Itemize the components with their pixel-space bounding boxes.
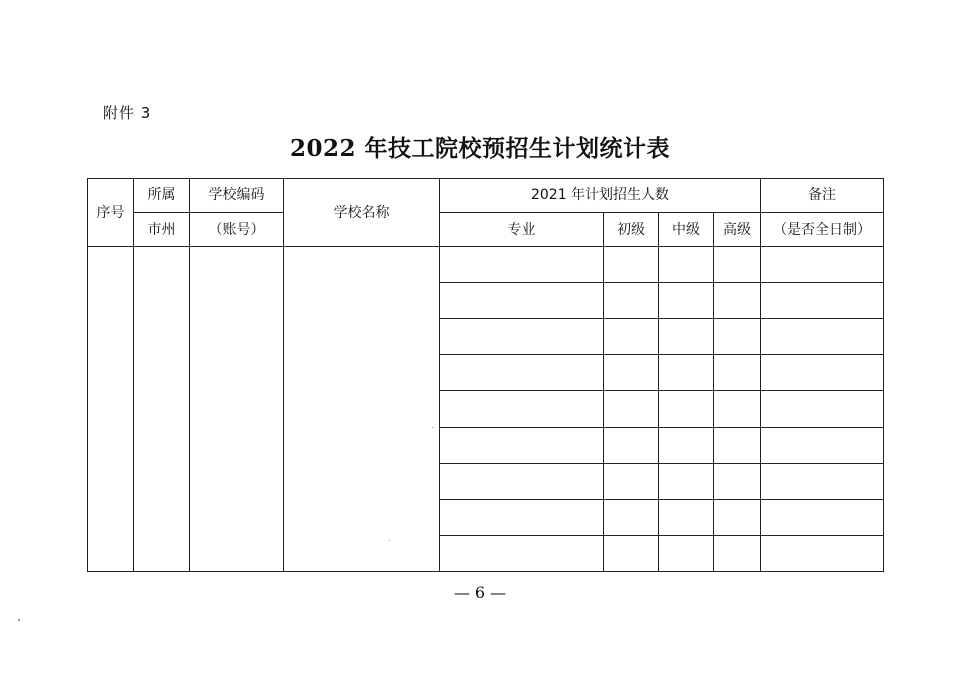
cell-code <box>190 247 284 572</box>
header-code-line1: 学校编码 <box>190 179 284 213</box>
cell-senior <box>714 391 761 427</box>
cell-remarks <box>761 355 884 391</box>
cell-remarks <box>761 391 884 427</box>
cell-junior <box>604 283 659 319</box>
cell-major <box>440 463 604 499</box>
cell-senior <box>714 283 761 319</box>
cell-junior <box>604 247 659 283</box>
cell-remarks <box>761 247 884 283</box>
cell-major <box>440 427 604 463</box>
page-number: — 6 — <box>453 583 507 602</box>
cell-junior <box>604 427 659 463</box>
cell-senior <box>714 355 761 391</box>
scan-speck <box>432 427 433 428</box>
cell-major <box>440 355 604 391</box>
cell-remarks <box>761 535 884 571</box>
cell-intermediate <box>659 391 714 427</box>
cell-major <box>440 391 604 427</box>
cell-remarks <box>761 283 884 319</box>
cell-remarks <box>761 427 884 463</box>
cell-intermediate <box>659 319 714 355</box>
cell-remarks <box>761 463 884 499</box>
cell-remarks <box>761 319 884 355</box>
cell-intermediate <box>659 247 714 283</box>
header-plan-group: 2021 年计划招生人数 <box>440 179 761 213</box>
header-city-line2: 市州 <box>134 213 190 247</box>
cell-senior <box>714 463 761 499</box>
cell-major <box>440 319 604 355</box>
cell-junior <box>604 355 659 391</box>
header-school-name: 学校名称 <box>284 179 440 247</box>
header-junior: 初级 <box>604 213 659 247</box>
cell-junior <box>604 463 659 499</box>
cell-intermediate <box>659 283 714 319</box>
header-seq: 序号 <box>88 179 134 247</box>
header-city-line1: 所属 <box>134 179 190 213</box>
page-title: 2022 年技工院校预招生计划统计表 <box>289 135 671 162</box>
cell-major <box>440 535 604 571</box>
cell-remarks <box>761 499 884 535</box>
cell-intermediate <box>659 355 714 391</box>
header-row-1 <box>88 179 884 213</box>
cell-senior <box>714 319 761 355</box>
cell-school-name <box>284 247 440 572</box>
header-row-2 <box>88 213 884 247</box>
cell-junior <box>604 535 659 571</box>
scan-speck <box>389 540 390 541</box>
header-major: 专业 <box>440 213 604 247</box>
cell-senior <box>714 427 761 463</box>
scan-speck <box>18 619 20 621</box>
cell-junior <box>604 319 659 355</box>
header-intermediate: 中级 <box>659 213 714 247</box>
header-remarks-line2: （是否全日制） <box>761 213 884 247</box>
cell-major <box>440 499 604 535</box>
cell-major <box>440 247 604 283</box>
statistics-table <box>87 178 884 572</box>
cell-intermediate <box>659 499 714 535</box>
cell-major <box>440 283 604 319</box>
cell-senior <box>714 499 761 535</box>
attachment-label: 附件 3 <box>103 104 152 122</box>
cell-city <box>134 247 190 572</box>
cell-senior <box>714 247 761 283</box>
cell-seq <box>88 247 134 572</box>
table-row <box>88 247 884 283</box>
cell-senior <box>714 535 761 571</box>
header-senior: 高级 <box>714 213 761 247</box>
cell-junior <box>604 499 659 535</box>
header-code-line2: （账号） <box>190 213 284 247</box>
header-remarks-line1: 备注 <box>761 179 884 213</box>
cell-intermediate <box>659 427 714 463</box>
cell-junior <box>604 391 659 427</box>
cell-intermediate <box>659 463 714 499</box>
statistics-table-container <box>87 178 883 572</box>
cell-intermediate <box>659 535 714 571</box>
